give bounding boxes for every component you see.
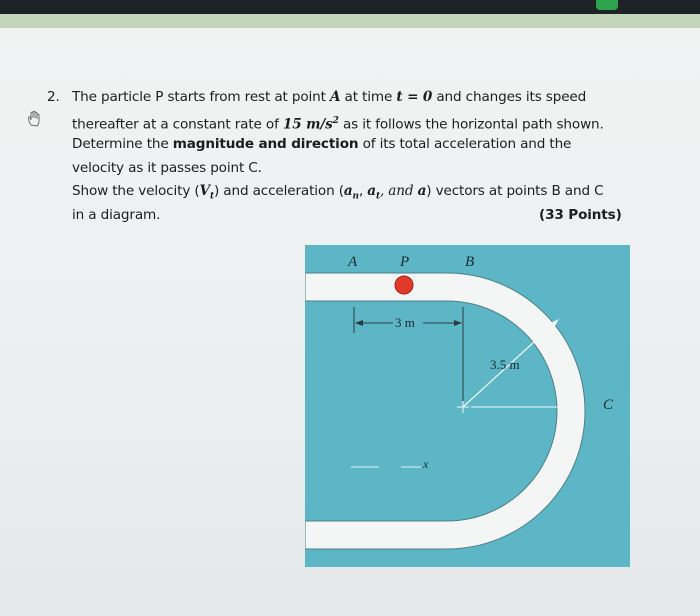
- path-diagram-drawing: [305, 245, 630, 567]
- dimension-3m: 3 m: [395, 315, 415, 330]
- dim-arrow-right: [454, 320, 462, 326]
- text: of its total acceleration and the: [358, 136, 572, 153]
- accel-symbol: a: [417, 183, 427, 200]
- label-a: A: [348, 254, 358, 270]
- text: ) and acceleration (: [213, 183, 344, 200]
- question-number: 2.: [47, 89, 60, 105]
- top-accent-strip: [0, 14, 700, 28]
- accel-symbol: a: [367, 183, 376, 200]
- points-label: (33 Points): [539, 207, 622, 223]
- text: , and: [379, 183, 418, 200]
- text: velocity as it passes point C.: [72, 159, 262, 176]
- subscript: t: [375, 192, 380, 203]
- text: as it follows the horizontal path shown.: [338, 116, 604, 133]
- point-a-ref: A: [329, 89, 341, 105]
- text: thereafter at a constant rate of: [72, 116, 283, 133]
- track-path: [305, 273, 585, 549]
- question-line-3: [72, 133, 571, 157]
- rate-value: 15 m/s: [282, 116, 333, 133]
- question-line-4: [72, 157, 262, 181]
- label-c: C: [603, 397, 614, 413]
- label-p: P: [400, 254, 410, 270]
- top-bar-tab-icon[interactable]: [596, 0, 618, 10]
- text: Show the velocity (: [72, 183, 200, 200]
- text: and changes its speed: [432, 89, 587, 105]
- accel-symbol: a: [343, 183, 353, 200]
- particle-p: [395, 276, 413, 294]
- text: The particle P starts from rest at point: [72, 89, 330, 105]
- hand-pointer-icon[interactable]: [25, 108, 45, 128]
- label-b: B: [465, 254, 475, 270]
- subscript: t: [209, 192, 214, 203]
- text: Determine the: [72, 136, 173, 153]
- text: in a diagram.: [72, 207, 161, 223]
- path-diagram: [305, 245, 630, 567]
- subscript: n: [352, 192, 359, 203]
- exponent: 2: [332, 115, 339, 126]
- text: ) vectors at points B and C: [426, 183, 604, 200]
- question-line-6: [72, 204, 160, 228]
- time-expression: t = 0: [396, 89, 433, 105]
- emphasis-text: magnitude and direction: [172, 136, 359, 153]
- dimension-radius: 3.5 m: [490, 357, 520, 372]
- velocity-symbol: V: [199, 183, 210, 200]
- window-top-bar: [0, 0, 700, 14]
- question-line-1: [72, 86, 586, 110]
- label-x: x: [423, 457, 429, 471]
- text: ,: [358, 183, 368, 200]
- text: at time: [340, 89, 397, 105]
- dim-arrow-left: [355, 320, 363, 326]
